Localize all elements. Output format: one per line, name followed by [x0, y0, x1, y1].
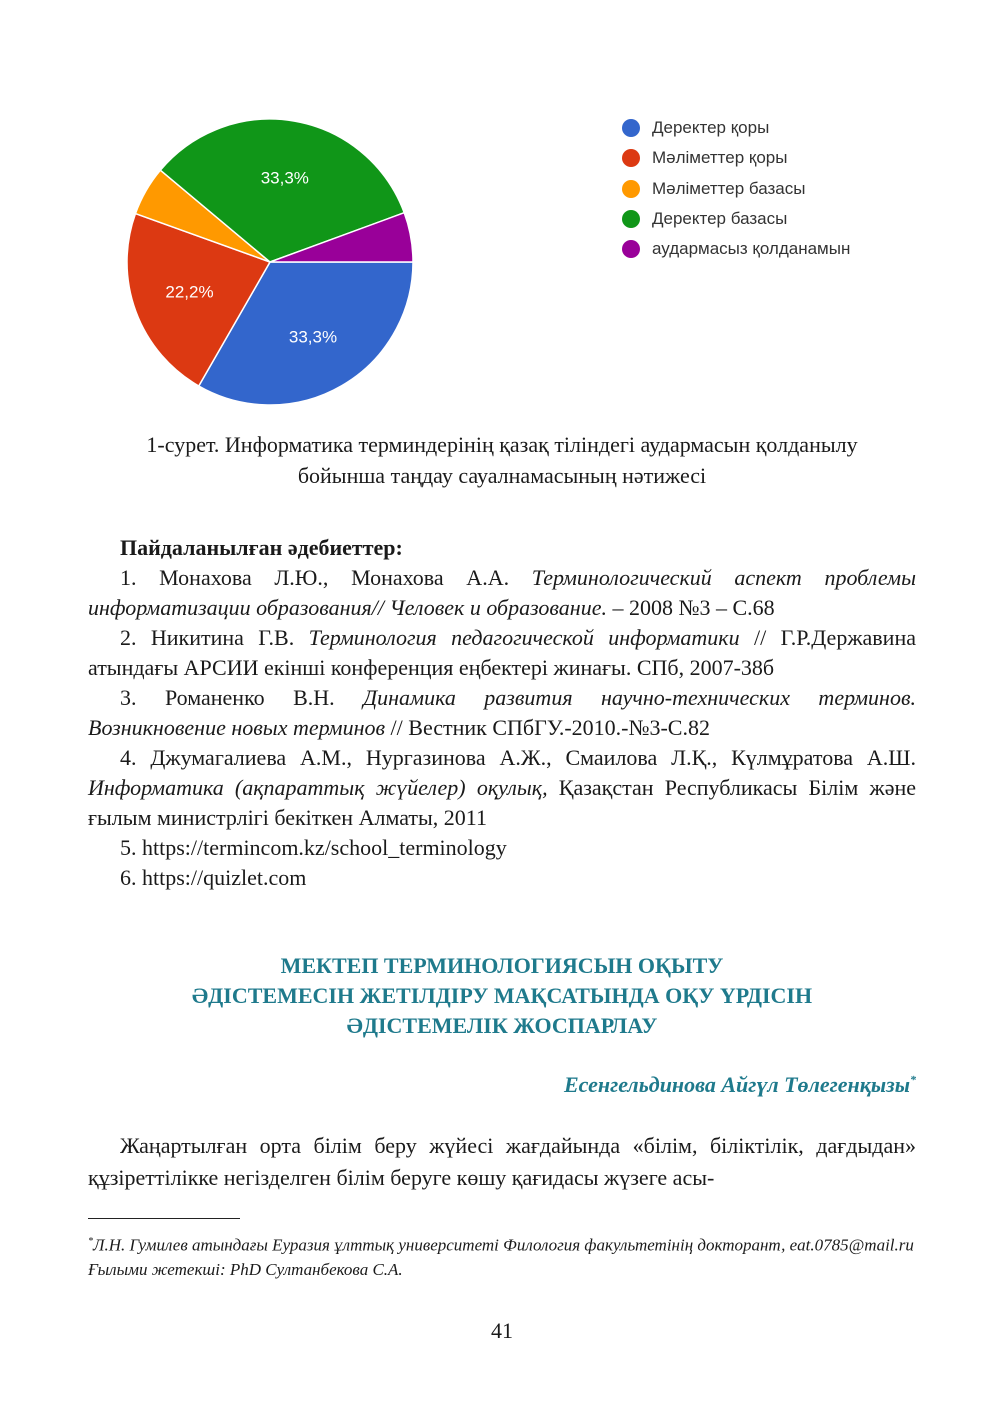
footnote-divider	[88, 1218, 240, 1219]
article-body: Жаңартылған орта білім беру жүйесі жағдайында «білім, біліктілік, дағдыдан» құзіреттілікке негізделген білім беруге көшу қағидасы жүзеге асы-	[88, 1133, 916, 1190]
caption-line-1: 1-сурет. Информатика терминдерінің қазақ тіліндегі аудармасын қолданылу	[146, 432, 858, 457]
legend-label: аудармасыз қолданамын	[652, 239, 851, 259]
article-author	[564, 1072, 916, 1098]
reference-item: 1. Монахова Л.Ю., Монахова А.А. Терминологический аспект проблемы информатизации образования// Человек и образование. – 2008 №3 – С.68	[88, 565, 916, 620]
author-footnote-mark: *	[910, 1072, 916, 1087]
legend-item	[622, 113, 850, 143]
slice-data-label: 33,3%	[288, 327, 338, 347]
reference-item: 4. Джумагалиева А.М., Нургазинова А.Ж., Смаилова Л.Қ., Күлмұратова А.Ш. Информатика (ақпараттық жүйелер) оқулық, Қазақстан Республикасы Білім және ғылым министрлігі бекіткен Алматы, 2011	[88, 745, 916, 830]
legend-swatch	[622, 180, 640, 198]
title-line-1: МЕКТЕП ТЕРМИНОЛОГИЯСЫН ОҚЫТУ	[280, 953, 724, 978]
legend-label: Деректер қоры	[652, 118, 770, 138]
page-number: 41	[491, 1318, 513, 1343]
footnote-mark: *	[88, 1236, 93, 1247]
references-heading: Пайдаланылған әдебиеттер:	[120, 535, 403, 560]
legend-swatch	[622, 119, 640, 137]
legend-item	[622, 204, 850, 234]
article-title	[88, 951, 916, 1041]
chart-legend	[622, 113, 850, 264]
reference-item: 2. Никитина Г.В. Терминология педагогической информатики // Г.Р.Державина атындағы АРСИИ екінші конференция еңбектері жинағы. СПб, 2007-38б	[88, 625, 916, 680]
legend-label: Мәліметтер қоры	[652, 148, 788, 168]
reference-item: 3. Романенко В.Н. Динамика развития научно-технических терминов. Возникновение новых терминов // Вестник СПбГУ.-2010.-№3-С.82	[88, 685, 916, 740]
legend-label: Мәліметтер базасы	[652, 178, 806, 198]
legend-item	[622, 174, 850, 204]
title-line-2: ӘДІСТЕМЕСІН ЖЕТІЛДІРУ МАҚСАТЫНДА ОҚУ ҮРДІСІН	[191, 983, 813, 1008]
footnote-supervisor: Ғылыми жетекші: PhD Султанбекова С.А.	[88, 1259, 403, 1279]
legend-item	[622, 143, 850, 173]
references-section	[88, 533, 916, 893]
caption-line-2: бойынша таңдау сауалнамасының нәтижесі	[297, 463, 707, 488]
slice-data-label: 33,3%	[260, 168, 309, 188]
reference-item: 5. https://termincom.kz/school_terminology	[120, 835, 507, 860]
slice-data-label: 22,2%	[165, 282, 214, 302]
legend-item	[622, 234, 850, 264]
figure-caption	[60, 429, 944, 491]
reference-item: 6. https://quizlet.com	[120, 865, 307, 890]
legend-swatch	[622, 149, 640, 167]
legend-label: Деректер базасы	[652, 209, 788, 229]
pie-chart	[0, 0, 1004, 420]
title-line-3: ӘДІСТЕМЕЛІК ЖОСПАРЛАУ	[346, 1013, 658, 1038]
footnote	[88, 1230, 916, 1282]
references-list	[88, 563, 916, 893]
legend-swatch	[622, 240, 640, 258]
legend-swatch	[622, 210, 640, 228]
footnote-affiliation: Л.Н. Гумилев атындағы Еуразия ұлттық университеті Филология факультетінің докторант, eat.0785@mail.ru	[93, 1235, 914, 1255]
author-name: Есенгельдинова Айгүл Төлегенқызы	[563, 1072, 910, 1097]
